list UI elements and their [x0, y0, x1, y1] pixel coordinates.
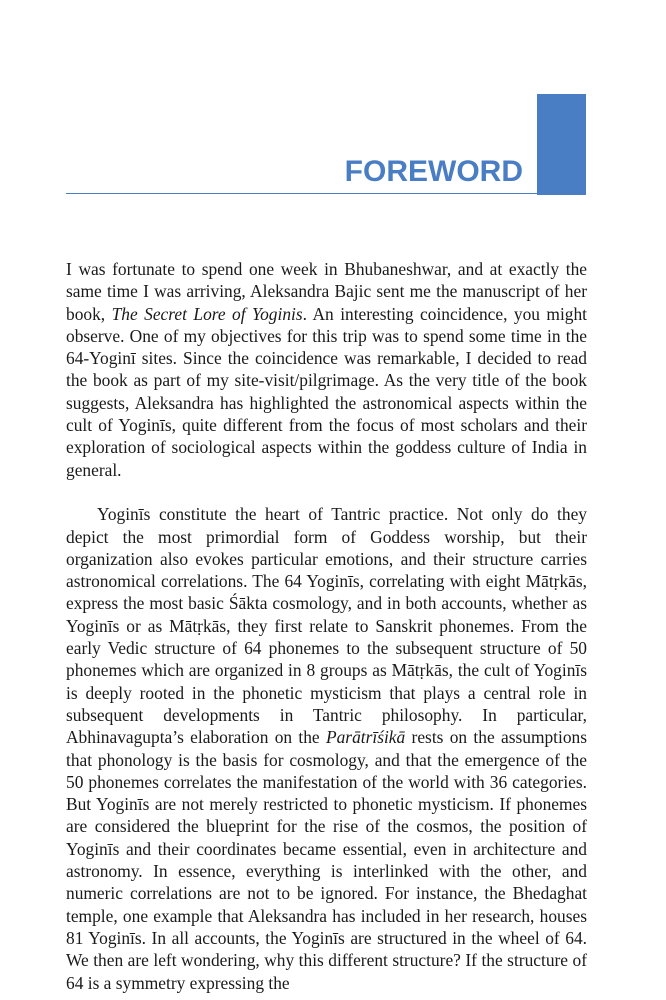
header-accent-block	[537, 94, 586, 195]
book-title: The Secret Lore of Yoginis	[111, 303, 303, 324]
paragraph-1	[66, 258, 587, 481]
paragraph-2	[66, 503, 587, 994]
paragraph-2-text-b: rests on the assumptions that phonology is the basis for cosmology, and that the emergence of the 50 phonemes correlates the manifestation of the world with 36 categories. But Yoginīs are not merely restricted to phonetic mysticism. If phonemes are considered the blueprint for the rise of the cosmos, the position of Yoginīs and their coordinates became essential, even in architecture and astronomy. In essence, everything is interlinked with the other, and numeric correlations are not to be ignored. For instance, the Bhedaghat temple, one example that Aleksandra has included in her research, houses 81 Yoginīs. In all accounts, the Yoginīs are structured in the wheel of 64. We then are left wondering, why this different structure? If the structure of 64 is a symmetry expressing the	[66, 727, 587, 993]
page-title: FOREWORD	[344, 155, 523, 188]
text-title-reference: Parātrīśikā	[325, 727, 406, 748]
header-rule	[66, 193, 586, 194]
paragraph-2-text-a: Yoginīs constitute the heart of Tantric practice. Not only do they depict the most primordial form of Goddess worship, but their organization also evokes particular emotions, and their structure carries astronomical correlations. The 64 Yoginīs, correlating with eight Mātṛkās, express the most basic Śākta cosmology, and in both accounts, whether as Yoginīs or as Mātṛkās, they first relate to Sanskrit phonemes. From the early Vedic structure of 64 phonemes to the subsequent structure of 50 phonemes which are organized in 8 groups as Mātṛkās, the cult of Yoginīs is deeply rooted in the phonetic mysticism that plays a central role in subsequent developments in Tantric philosophy. In particular, Abhinavagupta’s elaboration on the	[66, 504, 587, 748]
paragraph-1-text-b: . An interesting coincidence, you might observe. One of my objectives for this trip was to spend some time in the 64-Yoginī sites. Since the coincidence was remarkable, I decided to read the book as part of my site-visit/pilgrimage. As the very title of the book suggests, Aleksandra has highlighted the astronomical aspects within the cult of Yoginīs, quite different from the focus of most scholars and their exploration of sociological aspects within the goddess culture of India in general.	[66, 303, 588, 480]
paragraph-1-text-a: I was fortunate to spend one week in Bhubaneshwar, and at exactly the same time I was arriving, Aleksandra Bajic sent me the manuscript of her book,	[66, 259, 587, 324]
foreword-body	[66, 258, 587, 994]
